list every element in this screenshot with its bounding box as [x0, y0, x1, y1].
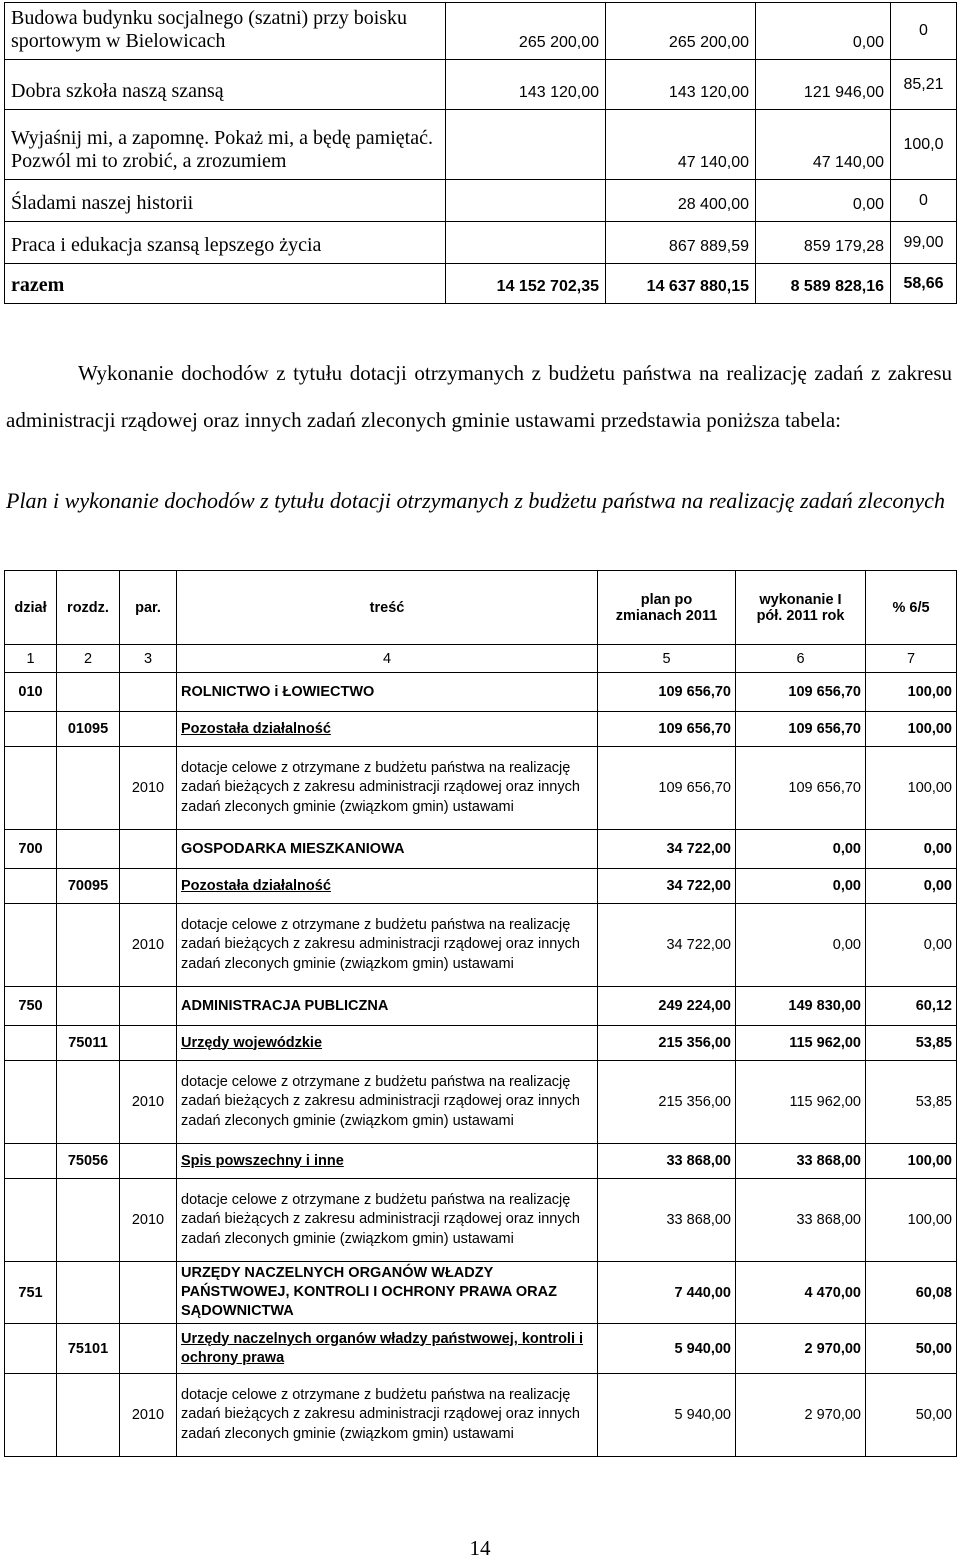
plan-amount: 14 152 702,35 — [446, 264, 606, 304]
header-par: par. — [120, 571, 177, 645]
project-row — [5, 60, 957, 110]
cell-rozdz — [57, 1061, 120, 1144]
project-name: Dobra szkoła naszą szansą — [5, 60, 446, 110]
table-row-rozdz — [5, 712, 957, 747]
table-caption: Plan i wykonanie dochodów z tytułu dotacji otrzymanych z budżetu państwa na realizację zadań zleconych — [6, 488, 945, 513]
header-row — [5, 571, 957, 645]
plan-amount — [446, 110, 606, 180]
plan-after-changes-amount: 47 140,00 — [606, 110, 756, 180]
cell-par: 2010 — [120, 1374, 177, 1457]
cell-par: 2010 — [120, 1179, 177, 1262]
col-number: 2 — [57, 645, 120, 673]
plan-amount — [446, 222, 606, 264]
col-number: 5 — [598, 645, 736, 673]
cell-pct: 100,00 — [866, 1144, 957, 1179]
cell-plan: 5 940,00 — [598, 1324, 736, 1374]
percent-value: 0 — [891, 180, 957, 222]
cell-par — [120, 1262, 177, 1324]
cell-wykonanie: 0,00 — [736, 904, 866, 987]
cell-plan: 109 656,70 — [598, 673, 736, 712]
cell-dzial: 751 — [5, 1262, 57, 1324]
cell-par — [120, 987, 177, 1026]
cell-wykonanie: 33 868,00 — [736, 1179, 866, 1262]
project-row — [5, 110, 957, 180]
header-wykonanie-text: wykonanie I pół. 2011 rok — [756, 591, 845, 624]
cell-tresc: dotacje celowe z otrzymane z budżetu państwa na realizację zadań bieżących z zakresu administracji rządowej oraz innych zadań zleconych gminie (związkom gmin) ustawami — [177, 747, 598, 830]
table-row-rozdz — [5, 869, 957, 904]
cell-pct: 100,00 — [866, 712, 957, 747]
table-row-par — [5, 904, 957, 987]
cell-tresc: ADMINISTRACJA PUBLICZNA — [177, 987, 598, 1026]
col-number: 4 — [177, 645, 598, 673]
cell-tresc: GOSPODARKA MIESZKANIOWA — [177, 830, 598, 869]
project-row — [5, 180, 957, 222]
cell-plan: 34 722,00 — [598, 830, 736, 869]
cell-plan: 109 656,70 — [598, 747, 736, 830]
cell-par: 2010 — [120, 904, 177, 987]
cell-rozdz — [57, 673, 120, 712]
header-pct-text: % 6/5 — [892, 599, 930, 616]
cell-par — [120, 1026, 177, 1061]
cell-pct: 50,00 — [866, 1324, 957, 1374]
cell-tresc: dotacje celowe z otrzymane z budżetu państwa na realizację zadań bieżących z zakresu administracji rządowej oraz innych zadań zleconych gminie (związkom gmin) ustawami — [177, 1179, 598, 1262]
cell-tresc: dotacje celowe z otrzymane z budżetu państwa na realizację zadań bieżących z zakresu administracji rządowej oraz innych zadań zleconych gminie (związkom gmin) ustawami — [177, 904, 598, 987]
cell-dzial — [5, 747, 57, 830]
cell-dzial — [5, 1026, 57, 1061]
cell-par — [120, 869, 177, 904]
percent-value: 99,00 — [891, 222, 957, 264]
column-number-row — [5, 645, 957, 673]
cell-pct: 60,12 — [866, 987, 957, 1026]
table-row-dzial — [5, 673, 957, 712]
cell-rozdz — [57, 987, 120, 1026]
cell-rozdz — [57, 1179, 120, 1262]
table-row-par — [5, 1061, 957, 1144]
header-rozdz: rozdz. — [57, 571, 120, 645]
cell-plan: 7 440,00 — [598, 1262, 736, 1324]
table-row-dzial — [5, 1262, 957, 1324]
total-row — [5, 264, 957, 304]
cell-dzial — [5, 1061, 57, 1144]
cell-dzial: 010 — [5, 673, 57, 712]
cell-wykonanie: 0,00 — [736, 869, 866, 904]
cell-dzial — [5, 1179, 57, 1262]
cell-pct: 0,00 — [866, 830, 957, 869]
cell-tresc: Pozostała działalność — [177, 712, 598, 747]
cell-plan: 33 868,00 — [598, 1144, 736, 1179]
percent-value: 85,21 — [891, 60, 957, 110]
cell-rozdz — [57, 747, 120, 830]
cell-pct: 60,08 — [866, 1262, 957, 1324]
cell-plan: 249 224,00 — [598, 987, 736, 1026]
page-number: 14 — [469, 1536, 491, 1560]
cell-par — [120, 1144, 177, 1179]
cell-rozdz: 75056 — [57, 1144, 120, 1179]
percent-value: 100,0 — [891, 110, 957, 180]
cell-rozdz — [57, 830, 120, 869]
cell-rozdz: 70095 — [57, 869, 120, 904]
col-number: 3 — [120, 645, 177, 673]
executed-amount: 47 140,00 — [756, 110, 891, 180]
cell-tresc: Spis powszechny i inne — [177, 1144, 598, 1179]
project-row — [5, 3, 957, 60]
cell-dzial — [5, 1144, 57, 1179]
cell-wykonanie: 4 470,00 — [736, 1262, 866, 1324]
col-number: 1 — [5, 645, 57, 673]
cell-wykonanie: 2 970,00 — [736, 1324, 866, 1374]
cell-plan: 215 356,00 — [598, 1026, 736, 1061]
cell-pct: 100,00 — [866, 1179, 957, 1262]
project-name: Wyjaśnij mi, a zapomnę. Pokaż mi, a będę pamiętać. Pozwól mi to zrobić, a zrozumiem — [5, 110, 446, 180]
cell-tresc: Urzędy wojewódzkie — [177, 1026, 598, 1061]
table-row-rozdz — [5, 1144, 957, 1179]
cell-wykonanie: 115 962,00 — [736, 1061, 866, 1144]
cell-pct: 100,00 — [866, 747, 957, 830]
plan-amount: 265 200,00 — [446, 3, 606, 60]
plan-amount — [446, 180, 606, 222]
cell-pct: 100,00 — [866, 673, 957, 712]
project-name: razem — [5, 264, 446, 304]
cell-par: 2010 — [120, 1061, 177, 1144]
table-row-rozdz — [5, 1324, 957, 1374]
project-name: Praca i edukacja szansą lepszego życia — [5, 222, 446, 264]
cell-pct: 53,85 — [866, 1026, 957, 1061]
cell-rozdz: 75101 — [57, 1324, 120, 1374]
cell-pct: 53,85 — [866, 1061, 957, 1144]
dotacje-rows — [5, 673, 957, 1457]
executed-amount: 121 946,00 — [756, 60, 891, 110]
cell-rozdz — [57, 1374, 120, 1457]
plan-after-changes-amount: 28 400,00 — [606, 180, 756, 222]
cell-wykonanie: 33 868,00 — [736, 1144, 866, 1179]
col-number: 6 — [736, 645, 866, 673]
cell-plan: 34 722,00 — [598, 869, 736, 904]
executed-amount: 0,00 — [756, 180, 891, 222]
header-wykonanie — [736, 571, 866, 645]
cell-dzial — [5, 1324, 57, 1374]
executed-amount: 0,00 — [756, 3, 891, 60]
cell-tresc: Urzędy naczelnych organów władzy państwowej, kontroli i ochrony prawa — [177, 1324, 598, 1374]
project-rows — [5, 3, 957, 304]
cell-wykonanie: 109 656,70 — [736, 747, 866, 830]
project-name: Śladami naszej historii — [5, 180, 446, 222]
header-dzial: dział — [5, 571, 57, 645]
cell-tresc: dotacje celowe z otrzymane z budżetu państwa na realizację zadań bieżących z zakresu administracji rządowej oraz innych zadań zleconych gminie (związkom gmin) ustawami — [177, 1061, 598, 1144]
plan-after-changes-amount: 867 889,59 — [606, 222, 756, 264]
cell-par: 2010 — [120, 747, 177, 830]
cell-pct: 0,00 — [866, 869, 957, 904]
cell-tresc: dotacje celowe z otrzymane z budżetu państwa na realizację zadań bieżących z zakresu administracji rządowej oraz innych zadań zleconych gminie (związkom gmin) ustawami — [177, 1374, 598, 1457]
cell-tresc: ROLNICTWO i ŁOWIECTWO — [177, 673, 598, 712]
cell-rozdz — [57, 904, 120, 987]
cell-dzial — [5, 1374, 57, 1457]
cell-par — [120, 1324, 177, 1374]
dotacje-table — [4, 570, 957, 1457]
cell-par — [120, 673, 177, 712]
project-row — [5, 222, 957, 264]
cell-plan: 215 356,00 — [598, 1061, 736, 1144]
cell-rozdz: 01095 — [57, 712, 120, 747]
cell-tresc: URZĘDY NACZELNYCH ORGANÓW WŁADZY PAŃSTWOWEJ, KONTROLI I OCHRONY PRAWA ORAZ SĄDOWNICTWA — [177, 1262, 598, 1324]
cell-plan: 5 940,00 — [598, 1374, 736, 1457]
cell-par — [120, 712, 177, 747]
table-row-dzial — [5, 830, 957, 869]
project-summary-table — [4, 2, 957, 304]
table-row-dzial — [5, 987, 957, 1026]
cell-dzial — [5, 712, 57, 747]
cell-wykonanie: 109 656,70 — [736, 712, 866, 747]
cell-tresc: Pozostała działalność — [177, 869, 598, 904]
plan-after-changes-amount: 265 200,00 — [606, 3, 756, 60]
executed-amount: 8 589 828,16 — [756, 264, 891, 304]
cell-dzial: 750 — [5, 987, 57, 1026]
cell-plan: 109 656,70 — [598, 712, 736, 747]
intro-paragraph: Wykonanie dochodów z tytułu dotacji otrzymanych z budżetu państwa na realizację zadań z zakresu administracji rządowej oraz innych zadań zleconych gminie ustawami przedstawia poniższa tabela: — [6, 361, 952, 432]
cell-rozdz — [57, 1262, 120, 1324]
header-tresc: treść — [177, 571, 598, 645]
plan-amount: 143 120,00 — [446, 60, 606, 110]
cell-wykonanie: 0,00 — [736, 830, 866, 869]
cell-wykonanie: 115 962,00 — [736, 1026, 866, 1061]
cell-wykonanie: 149 830,00 — [736, 987, 866, 1026]
cell-rozdz: 75011 — [57, 1026, 120, 1061]
cell-plan: 33 868,00 — [598, 1179, 736, 1262]
table-row-par — [5, 1374, 957, 1457]
cell-dzial — [5, 904, 57, 987]
cell-wykonanie: 2 970,00 — [736, 1374, 866, 1457]
cell-dzial — [5, 869, 57, 904]
col-number: 7 — [866, 645, 957, 673]
header-plan-text: plan po zmianach 2011 — [615, 591, 718, 624]
table-row-par — [5, 1179, 957, 1262]
cell-pct: 0,00 — [866, 904, 957, 987]
cell-pct: 50,00 — [866, 1374, 957, 1457]
plan-after-changes-amount: 14 637 880,15 — [606, 264, 756, 304]
cell-wykonanie: 109 656,70 — [736, 673, 866, 712]
percent-value: 58,66 — [891, 264, 957, 304]
percent-value: 0 — [891, 3, 957, 60]
cell-dzial: 700 — [5, 830, 57, 869]
plan-after-changes-amount: 143 120,00 — [606, 60, 756, 110]
cell-par — [120, 830, 177, 869]
project-name: Budowa budynku socjalnego (szatni) przy boisku sportowym w Bielowicach — [5, 3, 446, 60]
executed-amount: 859 179,28 — [756, 222, 891, 264]
cell-plan: 34 722,00 — [598, 904, 736, 987]
header-plan — [598, 571, 736, 645]
table-row-rozdz — [5, 1026, 957, 1061]
header-pct — [866, 571, 957, 645]
table-row-par — [5, 747, 957, 830]
